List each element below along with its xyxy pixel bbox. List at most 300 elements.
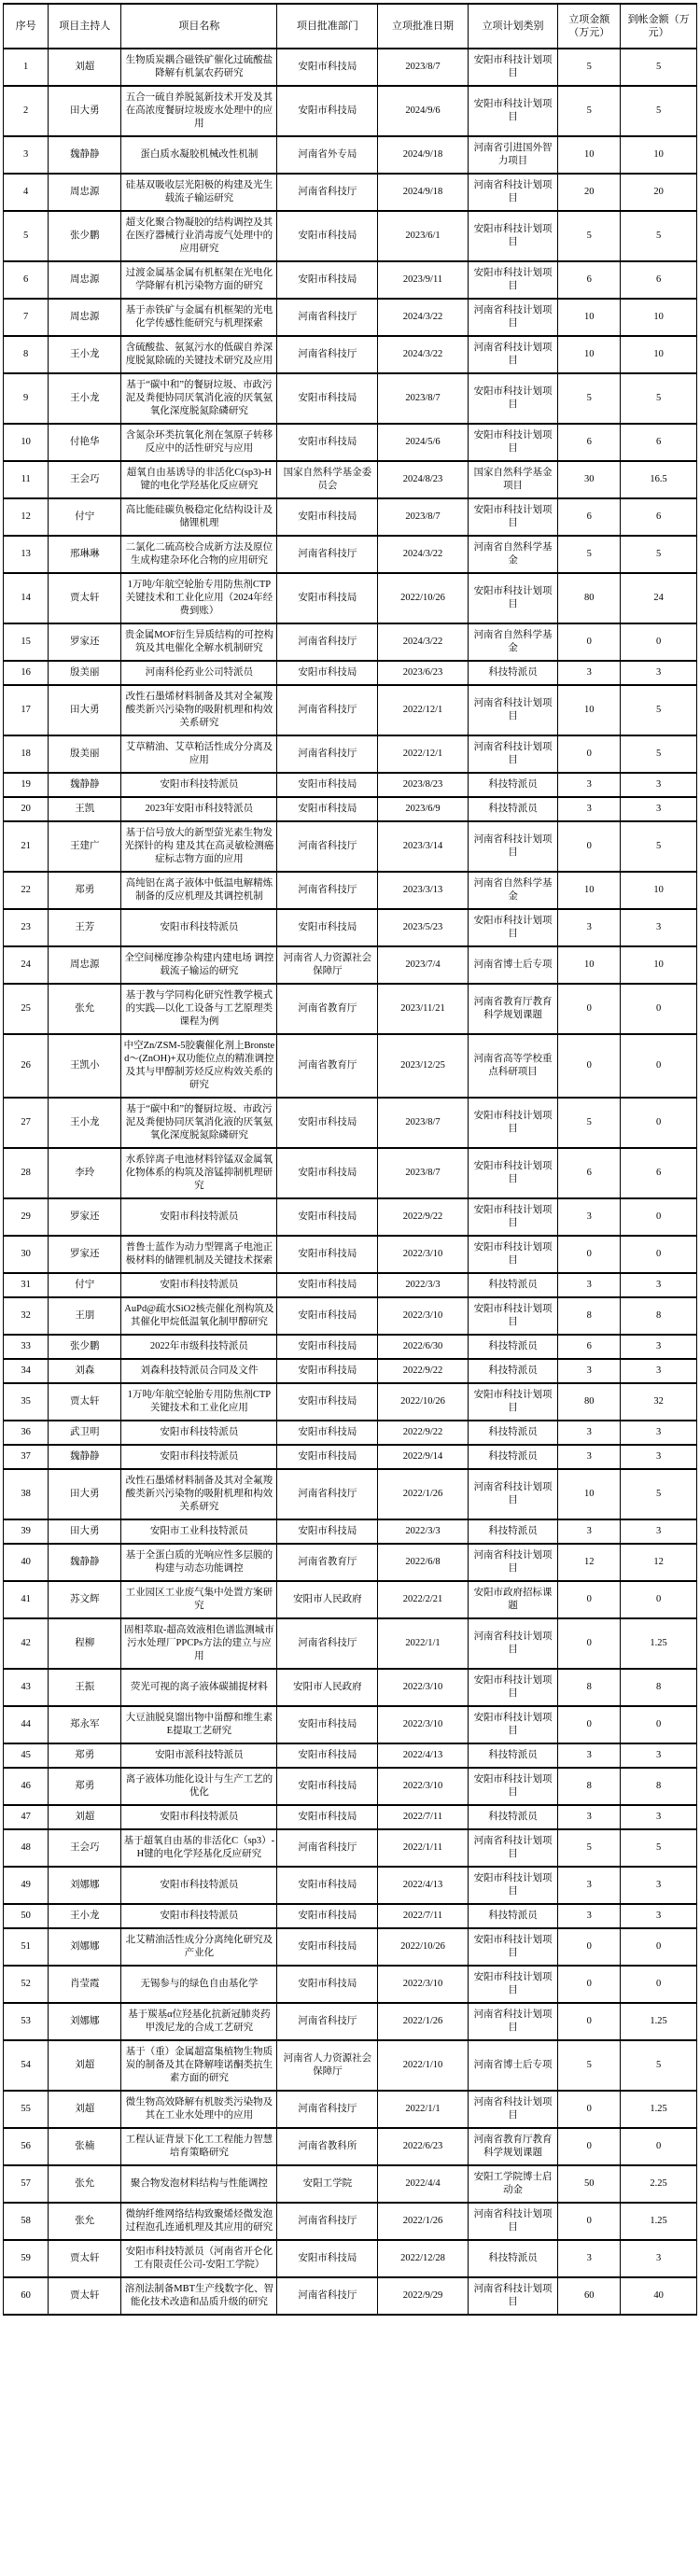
- cell-approved-amount: 3: [558, 773, 621, 797]
- cell-leader: 肖莹霞: [49, 1966, 121, 2003]
- cell-received-amount: 3: [621, 909, 697, 946]
- table-header-row: [4, 4, 697, 49]
- cell-project-name: 工业园区工业废气集中处置方案研究: [121, 1581, 277, 1618]
- cell-leader: 罗家还: [49, 623, 121, 661]
- cell-index: 59: [4, 2240, 49, 2277]
- cell-project-name: 超支化聚合物凝胶的结构调控及其在医疗器械行业消毒废气处理中的应用研究: [121, 211, 277, 261]
- cell-received-amount: 3: [621, 1273, 697, 1297]
- cell-approved-amount: 10: [558, 299, 621, 336]
- cell-index: 41: [4, 1581, 49, 1618]
- table-row: [4, 1829, 697, 1867]
- cell-approved-amount: 80: [558, 1383, 621, 1421]
- projects-funding-table: [3, 3, 697, 2316]
- cell-index: 22: [4, 872, 49, 909]
- table-row: [4, 2091, 697, 2128]
- table-row: [4, 299, 697, 336]
- cell-index: 55: [4, 2091, 49, 2128]
- cell-leader: 邢琳琳: [49, 536, 121, 573]
- cell-plan-category: 科技特派员: [468, 1359, 558, 1383]
- cell-leader: 周忠源: [49, 299, 121, 336]
- cell-received-amount: 1.25: [621, 2003, 697, 2040]
- cell-project-name: 安阳市科技特派员: [121, 1198, 277, 1236]
- table-row: [4, 461, 697, 498]
- cell-project-name: 2022年市级科技特派员: [121, 1335, 277, 1359]
- cell-approval-date: 2022/12/1: [378, 735, 469, 773]
- cell-received-amount: 0: [621, 1581, 697, 1618]
- cell-approved-amount: 20: [558, 174, 621, 211]
- cell-approved-amount: 5: [558, 2040, 621, 2091]
- cell-approving-department: 安阳市科技局: [277, 49, 378, 86]
- cell-approving-department: 安阳工学院: [277, 2165, 378, 2203]
- cell-approved-amount: 0: [558, 2003, 621, 2040]
- cell-plan-category: 河南省科技计划项目: [468, 2003, 558, 2040]
- cell-index: 40: [4, 1544, 49, 1581]
- cell-plan-category: 河南省科技计划项目: [468, 174, 558, 211]
- cell-index: 29: [4, 1198, 49, 1236]
- cell-leader: 王小龙: [49, 1098, 121, 1148]
- cell-approval-date: 2022/10/26: [378, 573, 469, 623]
- cell-received-amount: 3: [621, 797, 697, 821]
- cell-received-amount: 0: [621, 2128, 697, 2165]
- table-row: [4, 1706, 697, 1743]
- cell-plan-category: 河南省科技计划项目: [468, 821, 558, 872]
- cell-plan-category: 安阳市科技计划项目: [468, 1098, 558, 1148]
- cell-approval-date: 2024/3/22: [378, 623, 469, 661]
- cell-received-amount: 16.5: [621, 461, 697, 498]
- cell-approving-department: 河南省人力资源社会保障厅: [277, 2040, 378, 2091]
- cell-approval-date: 2024/9/6: [378, 86, 469, 136]
- table-row: [4, 909, 697, 946]
- cell-plan-category: 科技特派员: [468, 1519, 558, 1544]
- table-row: [4, 946, 697, 984]
- cell-approval-date: 2023/3/13: [378, 872, 469, 909]
- cell-approved-amount: 5: [558, 211, 621, 261]
- cell-received-amount: 0: [621, 1966, 697, 2003]
- table-row: [4, 2277, 697, 2315]
- cell-plan-category: 安阳市科技计划项目: [468, 1236, 558, 1273]
- cell-project-name: 荧光可视的离子液体碳捕捉材料: [121, 1669, 277, 1706]
- cell-approving-department: 安阳市科技局: [277, 86, 378, 136]
- cell-approving-department: 河南省科技厅: [277, 2203, 378, 2240]
- cell-received-amount: 32: [621, 1383, 697, 1421]
- cell-leader: 刘娜娜: [49, 2003, 121, 2040]
- cell-plan-category: 河南省科技计划项目: [468, 2277, 558, 2315]
- table-row: [4, 49, 697, 86]
- cell-approving-department: 安阳市人民政府: [277, 1669, 378, 1706]
- cell-approving-department: 河南省教育厅: [277, 1544, 378, 1581]
- cell-leader: 张少鹏: [49, 1335, 121, 1359]
- cell-approved-amount: 6: [558, 1148, 621, 1198]
- cell-approved-amount: 10: [558, 872, 621, 909]
- cell-leader: 刘娜娜: [49, 1867, 121, 1904]
- cell-plan-category: 科技特派员: [468, 1743, 558, 1768]
- table-row: [4, 336, 697, 373]
- cell-project-name: 微纳纤维网络结构致聚烯烃微发泡过程泡孔连通机理及其应用的研究: [121, 2203, 277, 2240]
- cell-received-amount: 5: [621, 373, 697, 424]
- table-row: [4, 373, 697, 424]
- table-row: [4, 1297, 697, 1335]
- cell-index: 21: [4, 821, 49, 872]
- cell-leader: 张允: [49, 984, 121, 1034]
- cell-received-amount: 3: [621, 1805, 697, 1829]
- cell-leader: 张允: [49, 2203, 121, 2240]
- cell-index: 20: [4, 797, 49, 821]
- cell-index: 24: [4, 946, 49, 984]
- cell-index: 31: [4, 1273, 49, 1297]
- cell-approved-amount: 0: [558, 1581, 621, 1618]
- cell-project-name: 安阳市派科技特派员: [121, 1743, 277, 1768]
- cell-approving-department: 安阳市科技局: [277, 1421, 378, 1445]
- cell-leader: 殷美丽: [49, 661, 121, 685]
- cell-approved-amount: 10: [558, 1469, 621, 1519]
- cell-project-name: 1万吨/年航空轮胎专用防焦剂CTP关键技术和工业化应用（2024年经费到账）: [121, 573, 277, 623]
- table-row: [4, 211, 697, 261]
- cell-received-amount: 10: [621, 946, 697, 984]
- cell-project-name: 安阳市科技特派员: [121, 773, 277, 797]
- cell-leader: 王小龙: [49, 1904, 121, 1928]
- cell-approving-department: 河南省科技厅: [277, 623, 378, 661]
- table-row: [4, 136, 697, 174]
- cell-approving-department: 安阳市科技局: [277, 1148, 378, 1198]
- cell-leader: 王小龙: [49, 373, 121, 424]
- cell-approval-date: 2024/9/18: [378, 136, 469, 174]
- cell-approving-department: 国家自然科学基金委员会: [277, 461, 378, 498]
- cell-received-amount: 3: [621, 661, 697, 685]
- cell-approval-date: 2022/9/14: [378, 1445, 469, 1469]
- cell-project-name: 安阳市科技特派员（河南省开仑化工有限责任公司-安阳工学院）: [121, 2240, 277, 2277]
- cell-approval-date: 2022/7/11: [378, 1805, 469, 1829]
- cell-approval-date: 2024/3/22: [378, 336, 469, 373]
- cell-project-name: 二氯化二硫高校合成新方法及原位生成构建杂环化合物的应用研究: [121, 536, 277, 573]
- cell-leader: 张楠: [49, 2128, 121, 2165]
- cell-project-name: 过渡金属基金属有机框架在光电化学降解有机污染物方面的研究: [121, 261, 277, 299]
- cell-approved-amount: 5: [558, 86, 621, 136]
- cell-approval-date: 2022/9/29: [378, 2277, 469, 2315]
- cell-plan-category: 河南省科技计划项目: [468, 2091, 558, 2128]
- cell-received-amount: 8: [621, 1669, 697, 1706]
- cell-received-amount: 5: [621, 536, 697, 573]
- cell-approving-department: 安阳市科技局: [277, 1904, 378, 1928]
- cell-project-name: 安阳市科技特派员: [121, 909, 277, 946]
- cell-index: 5: [4, 211, 49, 261]
- cell-leader: 李玲: [49, 1148, 121, 1198]
- cell-plan-category: 安阳市科技计划项目: [468, 1928, 558, 1966]
- cell-leader: 王朋: [49, 1297, 121, 1335]
- cell-approval-date: 2023/8/7: [378, 49, 469, 86]
- table-row: [4, 1236, 697, 1273]
- cell-index: 1: [4, 49, 49, 86]
- cell-project-name: 艾草精油、艾草粕活性成分分离及应用: [121, 735, 277, 773]
- cell-project-name: 含硫酸盐、氨氮污水的低碳自养深度脱氮除硫的关键技术研究及应用: [121, 336, 277, 373]
- cell-plan-category: 河南省高等学校重点科研项目: [468, 1034, 558, 1098]
- cell-approving-department: 安阳市科技局: [277, 1236, 378, 1273]
- cell-approval-date: 2023/8/7: [378, 1148, 469, 1198]
- col-header-index: 序号: [4, 4, 49, 49]
- cell-index: 34: [4, 1359, 49, 1383]
- table-row: [4, 1445, 697, 1469]
- cell-approving-department: 安阳市科技局: [277, 1743, 378, 1768]
- cell-project-name: 改性石墨烯材料制备及其对全氟羧酸类新兴污染物的吸附机理和构效关系研究: [121, 685, 277, 735]
- table-row: [4, 623, 697, 661]
- table-row: [4, 984, 697, 1034]
- cell-approving-department: 安阳市科技局: [277, 261, 378, 299]
- cell-approval-date: 2024/3/22: [378, 299, 469, 336]
- cell-received-amount: 1.25: [621, 2091, 697, 2128]
- cell-approving-department: 安阳市科技局: [277, 373, 378, 424]
- cell-approving-department: 河南省教科所: [277, 2128, 378, 2165]
- cell-approval-date: 2022/9/22: [378, 1359, 469, 1383]
- cell-index: 46: [4, 1768, 49, 1805]
- cell-project-name: 水系锌离子电池材料锌锰双金属氧化物体系的构筑及溶锰抑制机理研究: [121, 1148, 277, 1198]
- cell-approved-amount: 8: [558, 1768, 621, 1805]
- cell-received-amount: 5: [621, 685, 697, 735]
- cell-index: 27: [4, 1098, 49, 1148]
- cell-received-amount: 20: [621, 174, 697, 211]
- cell-approved-amount: 3: [558, 1198, 621, 1236]
- cell-received-amount: 0: [621, 1706, 697, 1743]
- cell-project-name: 安阳市工业科技特派员: [121, 1519, 277, 1544]
- cell-project-name: 蛋白质水凝胶机械改性机制: [121, 136, 277, 174]
- cell-received-amount: 3: [621, 1904, 697, 1928]
- cell-approved-amount: 6: [558, 261, 621, 299]
- cell-approved-amount: 6: [558, 424, 621, 461]
- cell-approval-date: 2022/6/30: [378, 1335, 469, 1359]
- cell-received-amount: 3: [621, 2240, 697, 2277]
- cell-plan-category: 安阳市科技计划项目: [468, 1768, 558, 1805]
- table-row: [4, 1904, 697, 1928]
- cell-approving-department: 河南省人力资源社会保障厅: [277, 946, 378, 984]
- cell-leader: 罗家还: [49, 1198, 121, 1236]
- cell-approval-date: 2024/9/18: [378, 174, 469, 211]
- cell-approved-amount: 0: [558, 2128, 621, 2165]
- cell-approving-department: 河南省科技厅: [277, 1469, 378, 1519]
- cell-plan-category: 河南省教育厅教育科学规划课题: [468, 984, 558, 1034]
- cell-plan-category: 河南省博士后专项: [468, 2040, 558, 2091]
- cell-approved-amount: 0: [558, 1236, 621, 1273]
- cell-approval-date: 2023/8/23: [378, 773, 469, 797]
- cell-index: 9: [4, 373, 49, 424]
- cell-approving-department: 安阳市科技局: [277, 424, 378, 461]
- cell-project-name: 离子液体功能化设计与生产工艺的优化: [121, 1768, 277, 1805]
- cell-index: 57: [4, 2165, 49, 2203]
- cell-approving-department: 安阳市科技局: [277, 1928, 378, 1966]
- cell-leader: 王芳: [49, 909, 121, 946]
- cell-received-amount: 5: [621, 49, 697, 86]
- cell-approving-department: 安阳市科技局: [277, 1445, 378, 1469]
- table-row: [4, 685, 697, 735]
- cell-leader: 刘超: [49, 1805, 121, 1829]
- table-row: [4, 498, 697, 536]
- cell-approval-date: 2022/3/10: [378, 1297, 469, 1335]
- cell-index: 10: [4, 424, 49, 461]
- cell-leader: 周忠源: [49, 174, 121, 211]
- cell-leader: 王会巧: [49, 461, 121, 498]
- cell-approved-amount: 3: [558, 1867, 621, 1904]
- cell-approval-date: 2022/7/11: [378, 1904, 469, 1928]
- cell-approving-department: 河南省科技厅: [277, 336, 378, 373]
- cell-plan-category: 国家自然科学基金项目: [468, 461, 558, 498]
- table-row: [4, 1867, 697, 1904]
- cell-index: 58: [4, 2203, 49, 2240]
- table-row: [4, 1669, 697, 1706]
- table-row: [4, 536, 697, 573]
- cell-received-amount: 6: [621, 261, 697, 299]
- cell-approval-date: 2022/1/1: [378, 2091, 469, 2128]
- cell-approving-department: 安阳市科技局: [277, 1768, 378, 1805]
- cell-plan-category: 河南省科技计划项目: [468, 336, 558, 373]
- cell-approved-amount: 0: [558, 735, 621, 773]
- cell-approval-date: 2023/8/7: [378, 1098, 469, 1148]
- cell-approved-amount: 3: [558, 1519, 621, 1544]
- cell-plan-category: 河南省引进国外智力项目: [468, 136, 558, 174]
- cell-received-amount: 10: [621, 299, 697, 336]
- cell-approval-date: 2022/1/11: [378, 1829, 469, 1867]
- cell-project-name: 基于“碳中和”的餐厨垃圾、市政污泥及粪便协同厌氧消化液的厌氧氨氧化深度脱氮除磷研究: [121, 1098, 277, 1148]
- cell-approval-date: 2022/9/22: [378, 1421, 469, 1445]
- cell-index: 16: [4, 661, 49, 685]
- table-row: [4, 2128, 697, 2165]
- cell-index: 45: [4, 1743, 49, 1768]
- cell-index: 60: [4, 2277, 49, 2315]
- cell-plan-category: 河南省科技计划项目: [468, 1544, 558, 1581]
- cell-approval-date: 2022/1/10: [378, 2040, 469, 2091]
- cell-leader: 魏静静: [49, 773, 121, 797]
- cell-plan-category: 河南省自然科学基金: [468, 872, 558, 909]
- table-row: [4, 1273, 697, 1297]
- cell-approval-date: 2023/7/4: [378, 946, 469, 984]
- cell-approved-amount: 6: [558, 1335, 621, 1359]
- cell-project-name: 安阳市科技特派员: [121, 1421, 277, 1445]
- table-row: [4, 2203, 697, 2240]
- col-header-received-amount: 到帐金额（万元）: [621, 4, 697, 49]
- cell-approving-department: 安阳市科技局: [277, 1359, 378, 1383]
- cell-index: 32: [4, 1297, 49, 1335]
- cell-project-name: 安阳市科技特派员: [121, 1445, 277, 1469]
- cell-leader: 刘森: [49, 1359, 121, 1383]
- cell-index: 38: [4, 1469, 49, 1519]
- cell-approval-date: 2022/4/13: [378, 1743, 469, 1768]
- cell-plan-category: 安阳市科技计划项目: [468, 1297, 558, 1335]
- cell-plan-category: 安阳市科技计划项目: [468, 86, 558, 136]
- cell-index: 30: [4, 1236, 49, 1273]
- table-row: [4, 424, 697, 461]
- cell-plan-category: 安阳市科技计划项目: [468, 1867, 558, 1904]
- cell-project-name: 溶剂法制备MBT生产线数字化、智能化技术改造和品质升级的研究: [121, 2277, 277, 2315]
- cell-leader: 罗家还: [49, 1236, 121, 1273]
- cell-project-name: 基于赤铁矿与金属有机框架的光电化学传感性能研究与机理探索: [121, 299, 277, 336]
- cell-plan-category: 科技特派员: [468, 1904, 558, 1928]
- cell-leader: 刘娜娜: [49, 1928, 121, 1966]
- cell-index: 48: [4, 1829, 49, 1867]
- cell-plan-category: 河南省自然科学基金: [468, 536, 558, 573]
- cell-approval-date: 2022/1/1: [378, 1618, 469, 1669]
- cell-leader: 田大勇: [49, 1469, 121, 1519]
- table-row: [4, 2003, 697, 2040]
- table-row: [4, 1768, 697, 1805]
- cell-index: 53: [4, 2003, 49, 2040]
- cell-received-amount: 10: [621, 136, 697, 174]
- cell-approval-date: 2023/11/21: [378, 984, 469, 1034]
- cell-approving-department: 河南省科技厅: [277, 536, 378, 573]
- cell-index: 25: [4, 984, 49, 1034]
- cell-approved-amount: 6: [558, 498, 621, 536]
- cell-approving-department: 安阳市科技局: [277, 773, 378, 797]
- col-header-approving-department: 项目批准部门: [277, 4, 378, 49]
- cell-approval-date: 2022/10/26: [378, 1928, 469, 1966]
- cell-project-name: 高纯铝在离子液体中低温电解精炼制备的反应机理及其调控机制: [121, 872, 277, 909]
- cell-approving-department: 安阳市科技局: [277, 1867, 378, 1904]
- cell-plan-category: 安阳市科技计划项目: [468, 261, 558, 299]
- table-row: [4, 261, 697, 299]
- cell-approved-amount: 0: [558, 1966, 621, 2003]
- cell-approving-department: 安阳市科技局: [277, 909, 378, 946]
- cell-received-amount: 5: [621, 2040, 697, 2091]
- table-row: [4, 174, 697, 211]
- cell-approval-date: 2022/4/13: [378, 1867, 469, 1904]
- cell-index: 4: [4, 174, 49, 211]
- col-header-project-name: 项目名称: [121, 4, 277, 49]
- cell-index: 17: [4, 685, 49, 735]
- cell-approval-date: 2022/1/26: [378, 1469, 469, 1519]
- cell-plan-category: 河南省自然科学基金: [468, 623, 558, 661]
- table-row: [4, 1928, 697, 1966]
- cell-project-name: 基于超氧自由基的非活化C（sp3）-H键的电化学羟基化反应研究: [121, 1829, 277, 1867]
- cell-leader: 魏静静: [49, 1544, 121, 1581]
- cell-plan-category: 安阳市科技计划项目: [468, 49, 558, 86]
- table-row: [4, 86, 697, 136]
- cell-plan-category: 河南省科技计划项目: [468, 299, 558, 336]
- cell-leader: 贾太轩: [49, 573, 121, 623]
- cell-index: 50: [4, 1904, 49, 1928]
- cell-project-name: 工程认证背景下化工工程能力智慧培育策略研究: [121, 2128, 277, 2165]
- cell-index: 56: [4, 2128, 49, 2165]
- cell-approving-department: 安阳市科技局: [277, 1273, 378, 1297]
- cell-received-amount: 6: [621, 498, 697, 536]
- cell-received-amount: 10: [621, 872, 697, 909]
- cell-project-name: 安阳市科技特派员: [121, 1273, 277, 1297]
- cell-index: 37: [4, 1445, 49, 1469]
- cell-received-amount: 1.25: [621, 1618, 697, 1669]
- cell-approval-date: 2022/4/4: [378, 2165, 469, 2203]
- cell-leader: 付宁: [49, 1273, 121, 1297]
- table-row: [4, 735, 697, 773]
- cell-project-name: 基于教与学同构化研究性教学模式的实践—以化工设备与工艺原理类课程为例: [121, 984, 277, 1034]
- cell-approval-date: 2023/6/9: [378, 797, 469, 821]
- cell-plan-category: 科技特派员: [468, 1335, 558, 1359]
- cell-received-amount: 5: [621, 821, 697, 872]
- cell-approving-department: 河南省科技厅: [277, 174, 378, 211]
- cell-leader: 张允: [49, 2165, 121, 2203]
- cell-project-name: 中空Zn/ZSM-5胶囊催化剂上Bronsted～(ZnOH)+双功能位点的精准调控及其与甲醇制芳烃反应构效关系的研究: [121, 1034, 277, 1098]
- cell-approval-date: 2023/6/23: [378, 661, 469, 685]
- cell-approving-department: 安阳市科技局: [277, 1297, 378, 1335]
- table-row: [4, 1469, 697, 1519]
- table-body: [4, 49, 697, 2315]
- table-row: [4, 872, 697, 909]
- cell-approved-amount: 80: [558, 573, 621, 623]
- cell-project-name: 全空间梯度掺杂构建内建电场 调控载流子输运的研究: [121, 946, 277, 984]
- table-row: [4, 1148, 697, 1198]
- cell-plan-category: 安阳市科技计划项目: [468, 211, 558, 261]
- cell-approving-department: 河南省外专局: [277, 136, 378, 174]
- cell-approved-amount: 0: [558, 1706, 621, 1743]
- cell-project-name: 安阳市科技特派员: [121, 1805, 277, 1829]
- cell-project-name: 贵金属MOF衍生异质结构的可控构筑及其电催化全解水机制研究: [121, 623, 277, 661]
- cell-approving-department: 河南省教育厅: [277, 984, 378, 1034]
- cell-received-amount: 5: [621, 211, 697, 261]
- table-row: [4, 1805, 697, 1829]
- cell-index: 7: [4, 299, 49, 336]
